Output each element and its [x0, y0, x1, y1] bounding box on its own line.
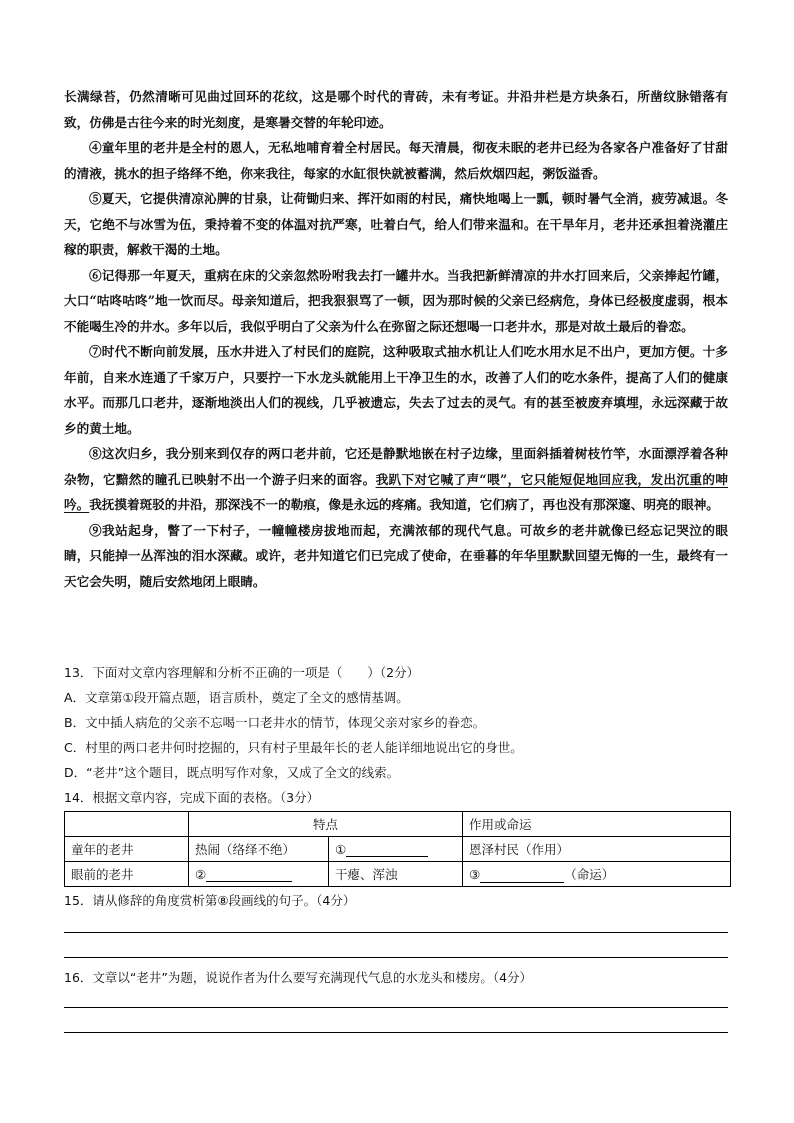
paragraph-5: ⑤夏天，它提供清凉沁脾的甘泉，让荷锄归来、挥汗如雨的村民，痛快地喝上一瓢，顿时暑气全消，疲劳减退。冬天，它绝不与冰雪为伍，秉持着不变的体温对抗严寒，吐着白气，给人们带来温和。在干旱年月，老井还承担着浇灌庄稼的职责，解救干渴的土地。 [64, 191, 728, 257]
answer-line-15-1[interactable] [64, 932, 728, 933]
paragraph-7: ⑦时代不断向前发展，压水井进入了村民们的庭院，这种吸取式抽水机让人们吃水用水足不出户，更加方便。十多年前，自来水连通了千家万户，只要拧一下水龙头就能用上干净卫生的水，改善了人们的吃水条件，提高了人们的健康水平。而那几口老井，逐渐地淡出人们的视线，几乎被遗忘，失去了过去的灵气。有的甚至被废弃填埋，永远深藏于故乡的黄土地。 [64, 344, 728, 436]
cell-benefit-villagers: 恩泽村民（作用） [463, 837, 731, 862]
blank-3-marker: ③ [469, 867, 481, 882]
blank-3-line[interactable] [480, 867, 564, 883]
blank-3-note: （命运） [564, 867, 615, 882]
option-a[interactable]: A．文章第①段开篇点题，语言质朴，奠定了全文的感情基调。 [64, 690, 409, 705]
question-15-stem: 15．请从修辞的角度赏析第⑧段画线的句子。（4分） [64, 893, 356, 908]
question-14-stem: 14．根据文章内容，完成下面的表格。（3分） [64, 790, 320, 805]
answer-line-16-1[interactable] [64, 1007, 728, 1008]
table-corner-cell [65, 812, 189, 837]
answer-line-16-2[interactable] [64, 1032, 728, 1033]
underlined-sentence: 我趴下对它喊了声“喂”，它只能短促地回应我，发出沉重的呻吟。 [64, 471, 728, 512]
question-16-stem: 16．文章以“老井”为题，说说作者为什么要写充满现代气息的水龙头和楼房。（4分） [64, 970, 533, 985]
blank-1-marker: ① [335, 842, 347, 857]
table-header-row [65, 812, 731, 837]
paragraph-8-text-a: ⑧这次归乡，我分别来到仅存的两口老井前，它还是静默地嵌在村子边缘，里面斜插着树枝竹竿，水面漂浮着各种杂物，它黯然的瞳孔已映射不出一个游子归来的面容。 [64, 446, 728, 487]
answer-line-15-2[interactable] [64, 957, 728, 958]
option-c[interactable]: C．村里的两口老井何时挖掘的，只有村子里最年长的老人能详细地说出它的身世。 [64, 740, 523, 755]
option-d[interactable]: D．“老井”这个题目，既点明写作对象，又成了全文的线索。 [64, 765, 400, 780]
blank-1-line[interactable] [346, 841, 428, 857]
blank-1-cell[interactable] [329, 837, 463, 862]
cell-lively: 热闹（络绎不绝） [189, 837, 329, 862]
blank-3-cell[interactable] [463, 862, 731, 887]
answer-table [64, 811, 731, 887]
paragraph-8 [64, 441, 728, 518]
blank-2-line[interactable] [206, 866, 292, 882]
cell-shriveled-murky: 干瘪、浑浊 [329, 862, 463, 887]
paragraph-6: ⑥记得那一年夏天，重病在床的父亲忽然吩咐我去打一罐井水。当我把新鲜清凉的井水打回来后，父亲捧起竹罐，大口“咕咚咕咚”地一饮而尽。母亲知道后，把我狠狠骂了一顿，因为那时候的父亲已经病危，身体已经极度虚弱，根本不能喝生冷的井水。多年以后，我似乎明白了父亲为什么在弥留之际还想喝一口老井水，那是对故土最后的眷恋。 [64, 267, 728, 334]
reading-passage [64, 84, 728, 594]
option-b[interactable]: B．文中插人病危的父亲不忘喝一口老井水的情节，体现父亲对家乡的眷恋。 [64, 715, 486, 730]
paragraph-4: ④童年里的老井是全村的恩人，无私地哺育着全村居民。每天清晨，彻夜未眠的老井已经为各家各户准备好了甘甜的清液，挑水的担子络绎不绝，你来我往，每家的水缸很快就被蓄满，然后炊烟四起，粥饭溢香。 [64, 140, 728, 181]
row-label-childhood-well: 童年的老井 [65, 837, 189, 862]
blank-2-marker: ② [195, 867, 207, 882]
blank-2-cell[interactable] [189, 862, 329, 887]
paragraph-9: ⑨我站起身，瞥了一下村子，一幢幢楼房拔地而起，充满浓郁的现代气息。可故乡的老井就像已经忘记哭泣的眼睛，只能掉一丛浑浊的泪水深藏。或许，老井知道它们已完成了使命，在垂暮的年华里默默回望无悔的一生，最终有一天它会失明，随后安然地闭上眼睛。 [64, 522, 728, 589]
paragraph-3-continued: 长满绿苔，仍然清晰可见曲过回环的花纹，这是哪个时代的青砖，未有考证。井沿井栏是方块条石，所凿纹脉错落有致，仿佛是古往今来的时光刻度，是寒暑交替的年轮印迹。 [64, 89, 728, 130]
table-row [65, 837, 731, 862]
question-13-stem: 13．下面对文章内容理解和分析不正确的一项是（ ）（2分） [64, 665, 420, 680]
row-label-present-well: 眼前的老井 [65, 862, 189, 887]
question-13 [64, 660, 744, 785]
header-feature: 特点 [189, 812, 463, 837]
table-row [65, 862, 731, 887]
header-role: 作用或命运 [463, 812, 731, 837]
paragraph-8-text-b: 我抚摸着斑驳的井沿，那深浅不一的勒痕，像是永远的疼痛。我知道，它们病了，再也没有那深邃、明亮的眼神。 [89, 497, 719, 512]
